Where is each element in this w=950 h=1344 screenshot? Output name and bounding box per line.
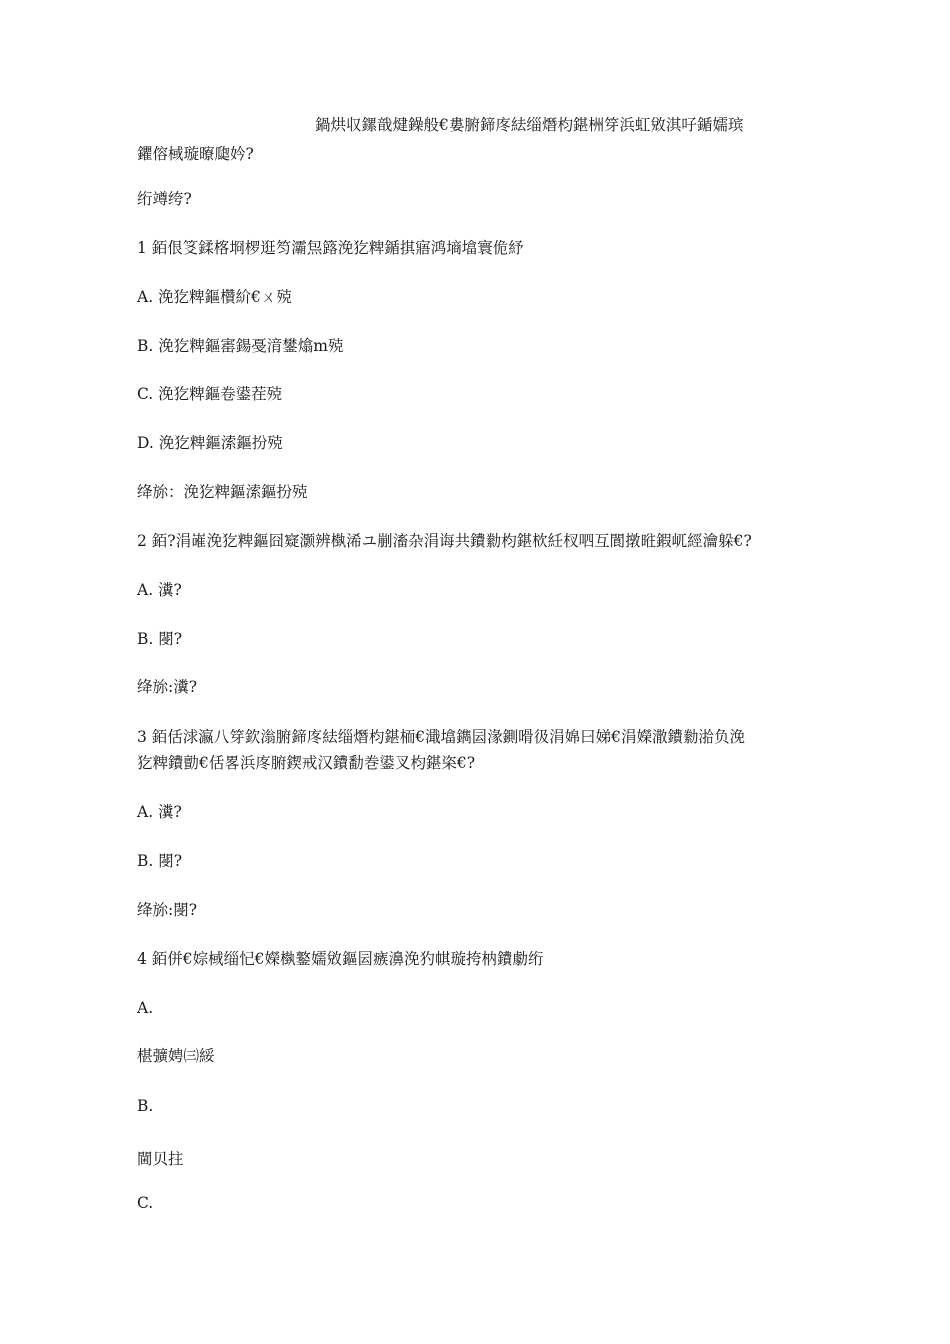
question-3-option-a: A. 瀵? [137,803,182,821]
question-1-text: 1 銆佷笅鍒楁埛椤逛笉灞炰簬浼犵粺鍎掑寤鸿墒墖寰佹紓 [137,239,524,257]
question-4-option-b-text: 閫贝拄 [137,1150,184,1168]
question-3-text-line-2: 犵粺鐨勯€佸畧浜庝腑鍥戒汉鐨勫巻鍙叉枃鍖栥€? [137,754,476,772]
document-title-line-1: 鍋烘収鏍戠煡鐰般€婁腑鍗庝紶缁熸枃鍖栦笌浜虹敓淇吇鍎嬬瑸 [315,116,744,134]
question-4-option-b-label: B. [137,1097,154,1115]
section-heading: 绗竴绔? [137,190,192,208]
question-4-option-a-label: A. [137,999,154,1017]
document-title-line-2: 鑺傛棫璇曢瓟妗? [137,145,254,163]
question-4-text: 4 銆併€婃棫缁忋€嬫槸鐜嬬敓鏂囩瘯濞浼犳帺璇挎枘鐨勮绗 [137,950,544,968]
question-1-option-b: B. 浼犵粺鏂寚鍚戞湇鐢熻m殑 [137,337,344,355]
question-1-answer: 绛旀：浼犵粺鏂溹鏂扮殑 [137,483,308,501]
question-1-option-d: D. 浼犵粺鏂溹鏂扮殑 [137,434,283,452]
question-2-option-a: A. 瀵? [137,581,182,599]
question-1-option-a: A. 浼犵粺鏂欑紒€ㄨ殑 [137,288,292,306]
question-2-answer: 绛旀:瀵? [137,678,198,696]
question-2-option-b: B. 閿? [137,630,183,648]
question-2-text: 2 銆?涓嶉浼犵粺鏂囧寲灏辨槸浠ユ剻滀杂涓诲共鐨勬枃鍖栨紝杈呬互閬撴暀鍜屼經瀹躲€? [137,532,752,550]
question-3-answer: 绛旀:閿? [137,901,198,919]
question-3-option-b: B. 閿? [137,852,183,870]
question-1-option-c: C. 浼犵粺鏂卷鍙茬殑 [137,385,283,403]
question-3-text-line-1: 3 銆佸浗瀛八笌欽滃腑鍗庝紶缁熸枃鍖栭€濈墖鐫囩湪鍘嗗彶涓婂曰娣€涓嬫潵鐨勬湁负浼 [137,728,746,746]
question-4-option-a-text: 椹彍娉㈢綏 [137,1047,215,1065]
question-4-option-c-label: C. [137,1194,154,1212]
